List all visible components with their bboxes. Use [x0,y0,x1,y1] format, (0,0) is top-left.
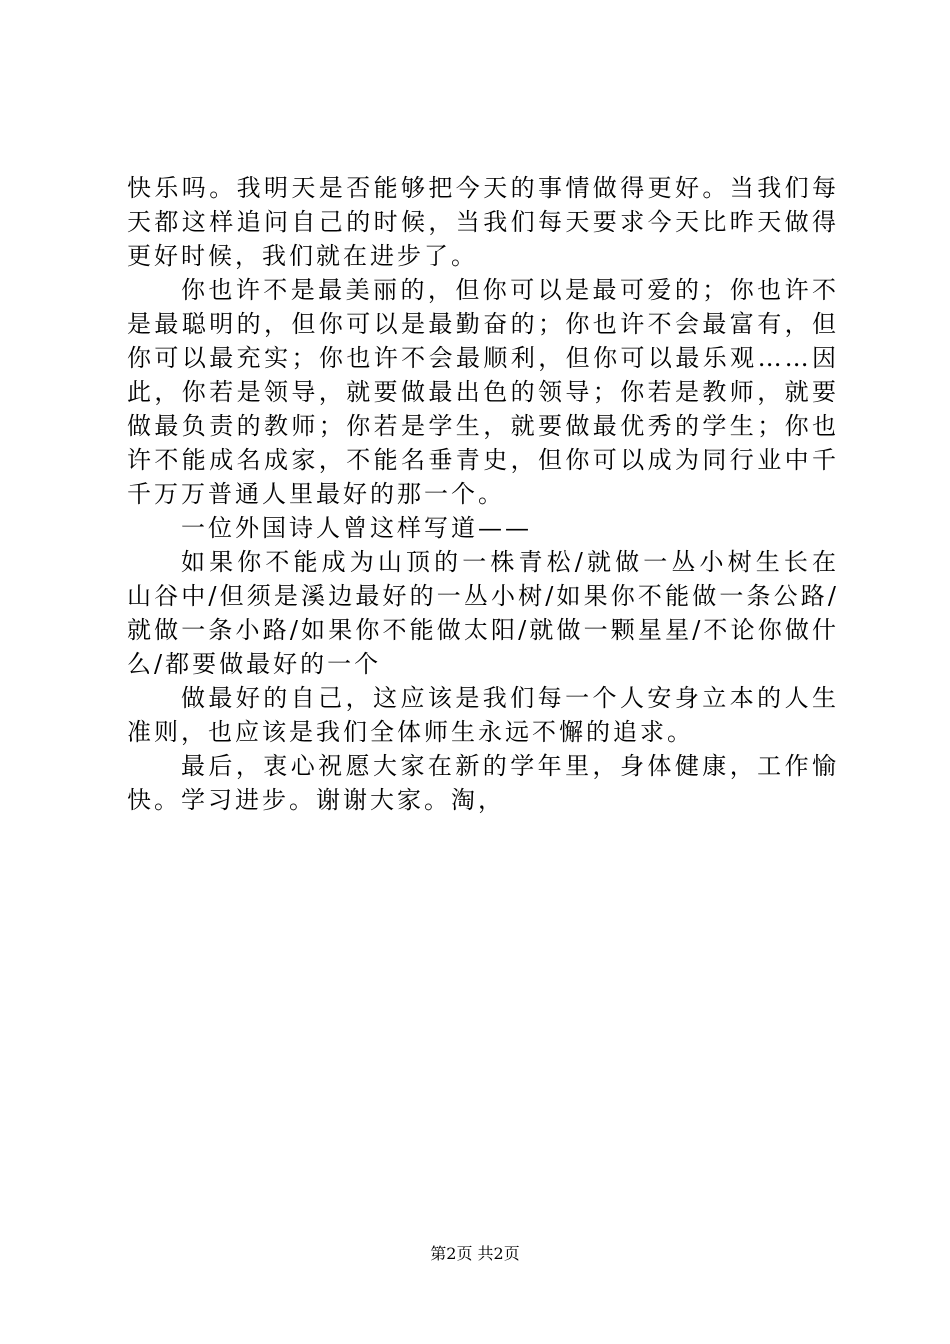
paragraph-be-your-best: 你也许不是最美丽的，但你可以是最可爱的；你也许不是最聪明的，但你可以是最勤奋的；你也许不会最富有，但你可以最充实；你也许不会最顺利，但你可以最乐观……因此，你若是领导，就要做最出色的领导；你若是教师，就要做最负责的教师；你若是学生，就要做最优秀的学生；你也许不能成名成家，不能名垂青史，但你可以成为同行业中千千万万普通人里最好的那一个。 [127,276,839,508]
paragraph-poem: 如果你不能成为山顶的一株青松/就做一丛小树生长在山谷中/但须是溪边最好的一丛小树/如果你不能做一条公路/就做一条小路/如果你不能做太阳/就做一颗星星/不论你做什么/都要做最好的一个 [127,548,839,678]
document-body [127,171,839,817]
paragraph-life-principle: 做最好的自己，这应该是我们每一个人安身立本的人生准则，也应该是我们全体师生永远不懈的追求。 [127,684,839,746]
paragraph-continuation: 快乐吗。我明天是否能够把今天的事情做得更好。当我们每天都这样追问自己的时候，当我们每天要求今天比昨天做得更好时候，我们就在进步了。 [127,174,839,270]
page-number-footer: 第2页 共2页 [430,1244,520,1263]
paragraph-closing-wishes: 最后，衷心祝愿大家在新的学年里，身体健康，工作愉快。学习进步。谢谢大家。淘， [127,752,839,814]
paragraph-poet-intro: 一位外国诗人曾这样写道—— [181,514,532,542]
